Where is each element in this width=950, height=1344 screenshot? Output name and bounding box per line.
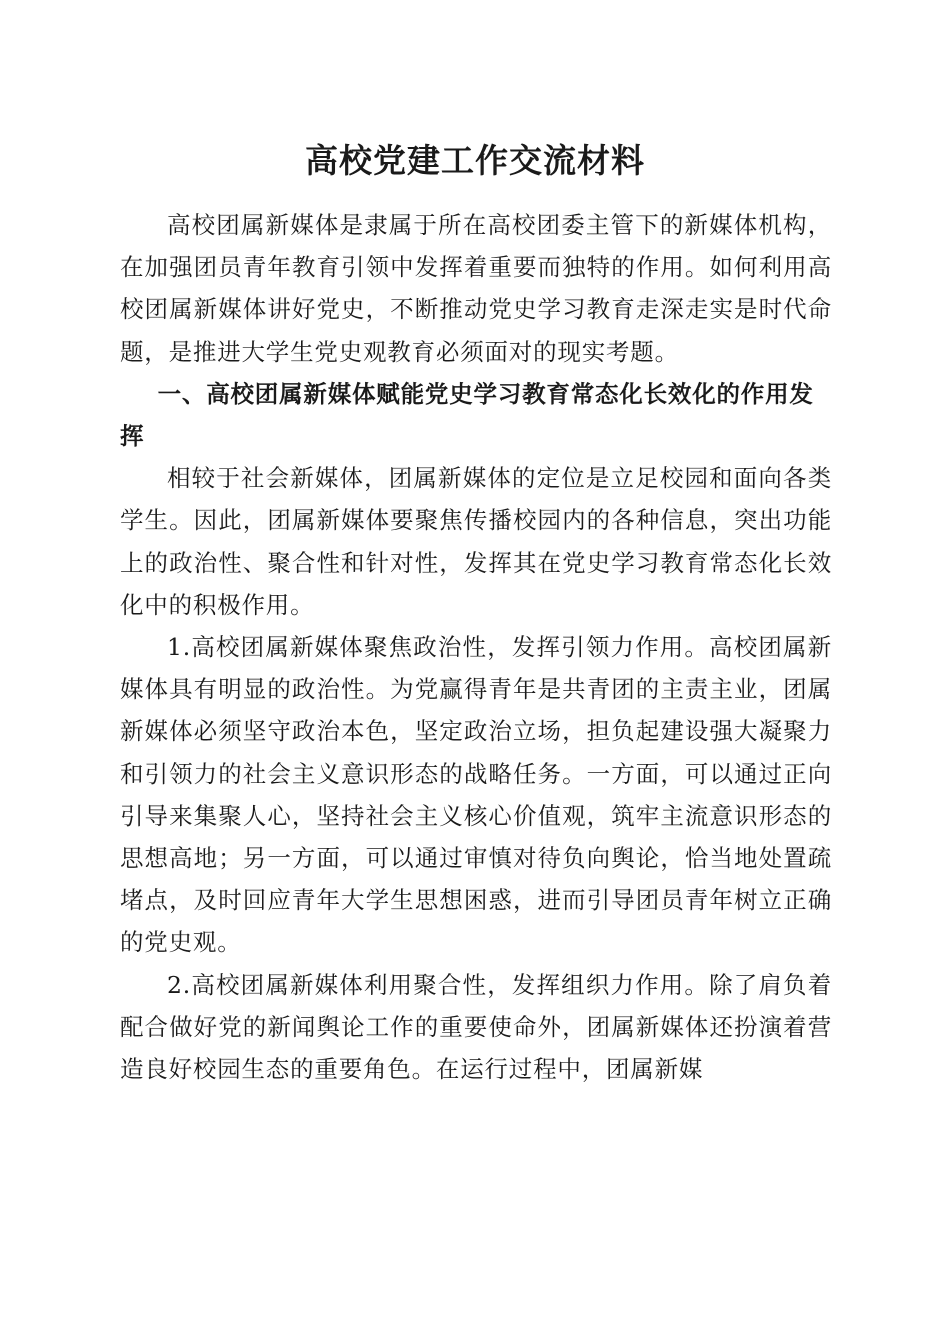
point-2-paragraph: 2.高校团属新媒体利用聚合性，发挥组织力作用。除了肩负着配合做好党的新闻舆论工作的重要使命外，团属新媒体还扮演着营造良好校园生态的重要角色。在运行过程中，团属新媒 [120,970,832,1084]
intro-paragraph: 高校团属新媒体是隶属于所在高校团委主管下的新媒体机构，在加强团员青年教育引领中发挥着重要而独特的作用。如何利用高校团属新媒体讲好党史，不断推动党史学习教育走深走实是时代命题，是推进大学生党史观教育必须面对的现实考题。 [120,211,832,366]
section-heading: 一、高校团属新媒体赋能党史学习教育常态化长效化的作用发挥 [120,379,814,451]
section-intro-paragraph: 相较于社会新媒体，团属新媒体的定位是立足校园和面向各类学生。因此，团属新媒体要聚焦传播校园内的各种信息，突出功能上的政治性、聚合性和针对性，发挥其在党史学习教育常态化长效化中的积极作用。 [120,464,832,619]
point-1-paragraph: 1.高校团属新媒体聚焦政治性，发挥引领力作用。高校团属新媒体具有明显的政治性。为党赢得青年是共青团的主责主业，团属新媒体必须坚守政治本色，坚定政治立场，担负起建设强大凝聚力和引领力的社会主义意识形态的战略任务。一方面，可以通过正向引导来集聚人心，坚持社会主义核心价值观，筑牢主流意识形态的思想高地；另一方面，可以通过审慎对待负向舆论，恰当地处置疏堵点，及时回应青年大学生思想困惑，进而引导团员青年树立正确的党史观。 [120,633,832,957]
document-body [120,204,832,1090]
document-title: 高校党建工作交流材料 [305,141,645,180]
